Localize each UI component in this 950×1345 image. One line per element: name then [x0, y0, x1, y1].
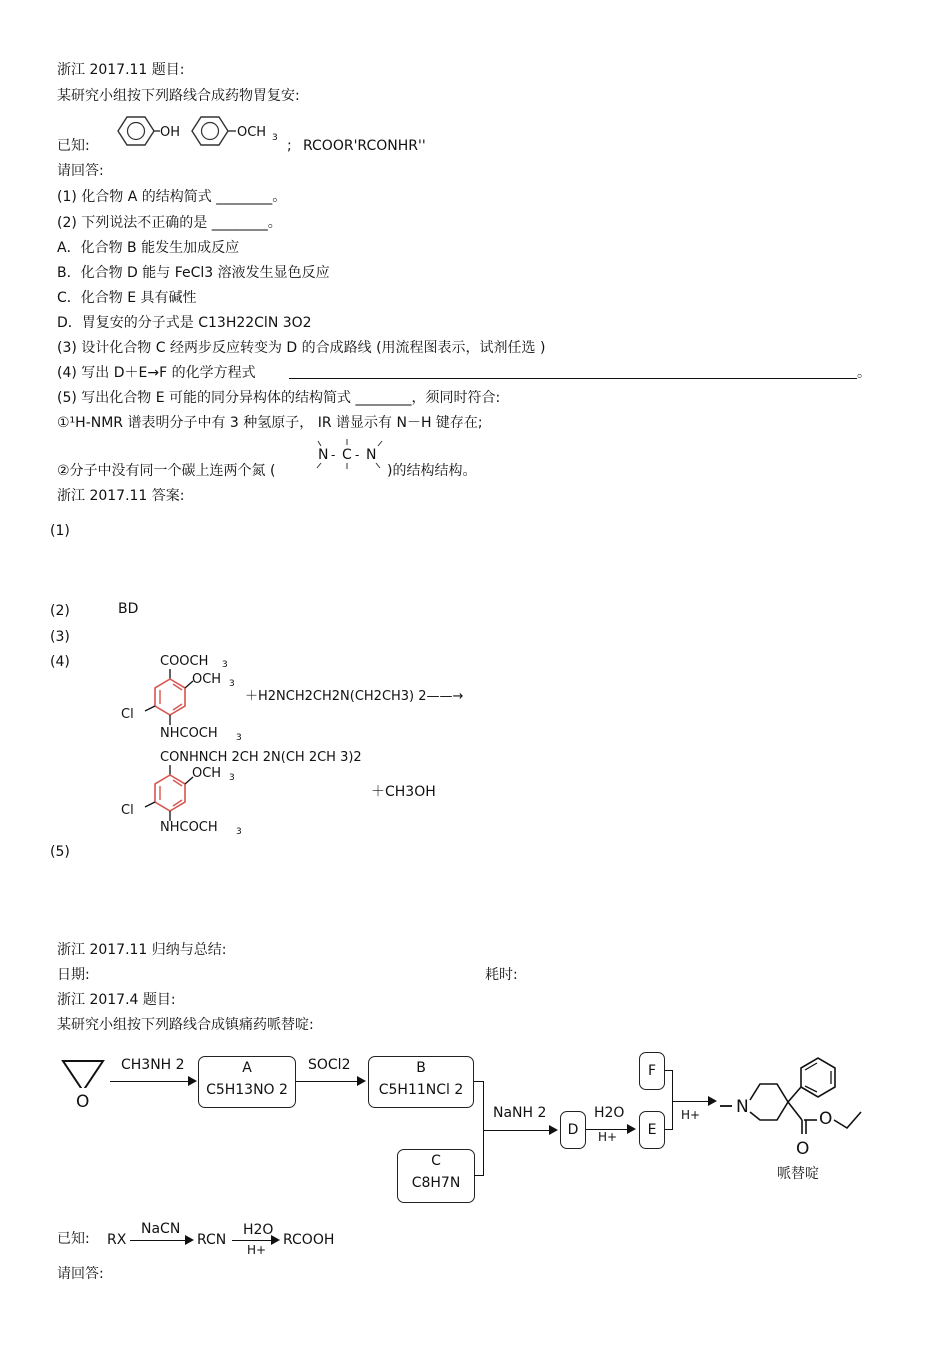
reagent-acid: H+	[598, 1130, 618, 1144]
svg-text:N: N	[318, 447, 329, 463]
known-nacn: NaCN	[141, 1221, 181, 1237]
q1-condition-2-post: )的结构结构。	[387, 463, 477, 479]
svg-text:3: 3	[229, 773, 235, 783]
q1-answer-header: 浙江 2017.11 答案:	[57, 488, 185, 504]
q1-part2: (2) 下列说法不正确的是 ________。	[57, 215, 282, 231]
f-e-merge-line	[672, 1070, 673, 1130]
summary-header: 浙江 2017.11 归纳与总结:	[57, 942, 227, 958]
q1-condition-1: ①¹H-NMR 谱表明分子中有 3 种氢原子， IR 谱显示有 N－H 键存在;	[57, 415, 483, 431]
answer-3-label: (3)	[50, 629, 70, 645]
known-rx: RX	[107, 1232, 127, 1248]
q1-part5: (5) 写出化合物 E 可能的同分异构体的结构简式 ________，须同时符合:	[57, 390, 501, 406]
svg-text:3: 3	[222, 660, 228, 670]
reagent-water: H2O	[594, 1105, 625, 1121]
answer-2-label: (2)	[50, 603, 70, 619]
compound-b-name: B	[416, 1060, 426, 1076]
reagent-methylamine: CH3NH 2	[121, 1057, 185, 1073]
q1-condition-2-pre: ②分子中没有同一个碳上连两个氮 (	[57, 463, 276, 479]
compound-e-name: E	[647, 1122, 657, 1138]
compound-a-formula: C5H13NO 2	[206, 1082, 288, 1098]
q1-please-answer: 请回答:	[57, 163, 104, 179]
q1-intro: 某研究小组按下列路线合成药物胃复安:	[57, 88, 300, 104]
compound-b-box	[368, 1056, 474, 1108]
compound-d-box	[560, 1111, 586, 1149]
q1-part4-end: 。	[857, 365, 871, 381]
known-semicolon: ;	[287, 138, 292, 154]
compound-a-name: A	[242, 1060, 252, 1076]
pethidine-name: 哌替啶	[777, 1166, 819, 1182]
q1-part1: (1) 化合物 A 的结构简式 ________。	[57, 189, 287, 205]
product-och3: OCH	[192, 766, 222, 781]
answer-5-label: (5)	[50, 844, 70, 860]
known-h-plus: H+	[247, 1243, 267, 1257]
svg-text:-: -	[355, 448, 360, 462]
q1-option-b: B．化合物 D 能与 FeCl3 溶液发生显色反应	[57, 265, 330, 281]
compound-f-box	[639, 1052, 665, 1090]
q2-intro: 某研究小组按下列路线合成镇痛药哌替啶:	[57, 1017, 314, 1033]
svg-text:3: 3	[236, 827, 242, 837]
arrow-to-product	[673, 1101, 715, 1102]
reactant-cooch3: COOCH	[160, 654, 209, 669]
known-structures	[108, 112, 288, 152]
svg-text:-: -	[331, 448, 336, 462]
reactant-structure	[115, 648, 464, 748]
reactant-cl: Cl	[121, 707, 134, 722]
summary-time-label: 耗时:	[485, 967, 518, 983]
svg-text:C: C	[342, 447, 352, 463]
compound-b-formula: C5H11NCl 2	[378, 1082, 464, 1098]
anisole-och3: OCH	[237, 125, 267, 140]
epoxide-o: O	[76, 1092, 90, 1112]
q1-option-c: C．化合物 E 具有碱性	[57, 290, 197, 306]
known-rcn: RCN	[197, 1232, 227, 1248]
compound-e-box	[639, 1111, 665, 1149]
q1-header: 浙江 2017.11 题目:	[57, 62, 185, 78]
answer-blank-line	[289, 378, 857, 379]
pethidine-ester-o: O	[819, 1109, 833, 1129]
known-h2o: H2O	[243, 1222, 274, 1238]
q1-option-a: A．化合物 B 能发生加成反应	[57, 240, 240, 256]
product-cl: Cl	[121, 803, 134, 818]
reagent-amine: ＋H2NCH2CH2N(CH2CH3) 2——→	[245, 689, 464, 704]
svg-text:3: 3	[236, 733, 242, 743]
summary-date-label: 日期:	[57, 967, 90, 983]
arrow-to-b	[296, 1081, 364, 1082]
compound-a-box	[198, 1056, 296, 1108]
compound-d-name: D	[567, 1122, 579, 1138]
known-rcooh: RCOOH	[283, 1232, 335, 1248]
pethidine-n: N	[736, 1097, 749, 1117]
answer-4-label: (4)	[50, 654, 70, 670]
svg-text:3: 3	[229, 679, 235, 689]
q2-please-answer: 请回答:	[57, 1266, 104, 1282]
pethidine-carbonyl-o: O	[796, 1139, 810, 1159]
q2-header: 浙江 2017.4 题目:	[57, 992, 176, 1008]
n-c-n-fragment	[312, 437, 392, 477]
known-arrow-1	[130, 1240, 192, 1241]
known-reaction: RCOOR'RCONHR''	[303, 138, 426, 154]
q1-part3: (3) 设计化合物 C 经两步反应转变为 D 的合成路线 (用流程图表示，试剂任选 )	[57, 340, 546, 356]
merge-line	[483, 1081, 484, 1176]
reagent-h-plus: H+	[681, 1108, 701, 1122]
phenol-oh: OH	[160, 125, 181, 140]
q2-known-label: 已知:	[57, 1231, 90, 1247]
reactant-och3: OCH	[192, 672, 222, 687]
svg-text:3: 3	[272, 133, 278, 143]
anisole-structure	[192, 117, 278, 145]
svg-text:N: N	[366, 447, 377, 463]
compound-f-name: F	[647, 1063, 657, 1079]
answer-2-value: BD	[118, 601, 139, 617]
phenol-structure	[118, 117, 180, 145]
compound-c-box	[397, 1149, 475, 1203]
compound-c-name: C	[431, 1153, 441, 1169]
compound-c-formula: C8H7N	[411, 1175, 461, 1191]
product-amide: CONHNCH 2CH 2N(CH 2CH 3)2	[160, 750, 362, 765]
product-nhcoch3: NHCOCH	[160, 820, 218, 835]
reagent-socl2: SOCl2	[308, 1057, 351, 1073]
reactant-nhcoch3: NHCOCH	[160, 726, 218, 741]
answer-1-label: (1)	[50, 523, 70, 539]
arrow-to-a	[110, 1081, 195, 1082]
q1-option-d: D．胃复安的分子式是 C13H22ClN 3O2	[57, 315, 312, 331]
q1-known-label: 已知:	[57, 138, 90, 154]
arrow-to-d	[484, 1130, 556, 1131]
epoxide-structure	[58, 1055, 108, 1115]
q1-part4: (4) 写出 D＋E→F 的化学方程式	[57, 365, 256, 381]
byproduct-methanol: ＋CH3OH	[371, 784, 436, 800]
reagent-nanh2: NaNH 2	[493, 1105, 547, 1121]
pethidine-structure	[715, 1040, 875, 1185]
